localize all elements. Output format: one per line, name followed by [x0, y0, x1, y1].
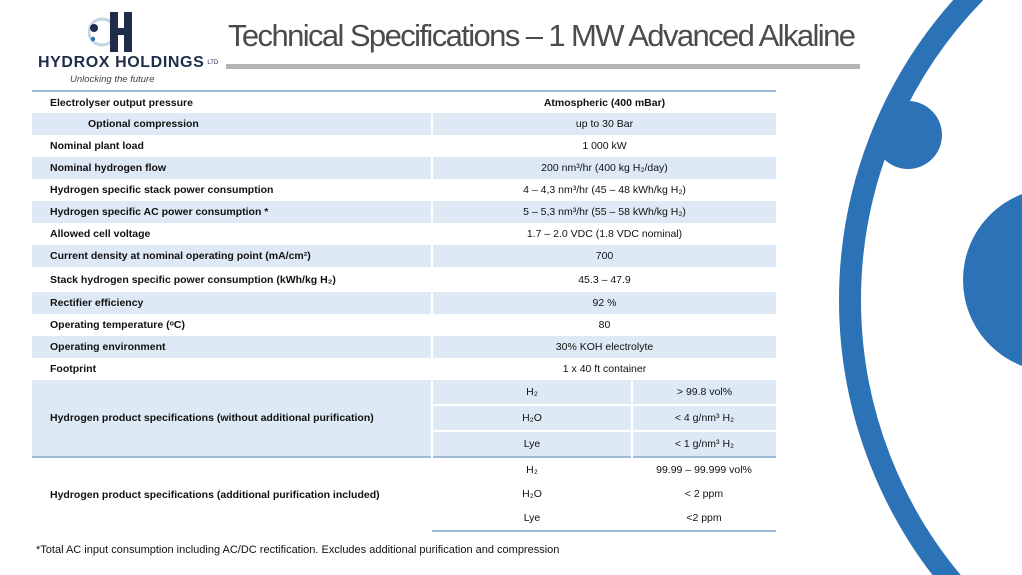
table-row — [32, 91, 776, 113]
table-row — [32, 245, 776, 267]
group-label: Hydrogen product specifications (additional purification included) — [32, 457, 432, 531]
decorative-orbit-graphic — [780, 0, 1022, 575]
table-row — [32, 223, 776, 245]
spec-value: 30% KOH electrolyte — [432, 336, 776, 358]
spec-item-value: < 4 g/nm³ H₂ — [632, 405, 776, 431]
spec-label: Operating environment — [32, 336, 432, 358]
spec-item-value: < 2 ppm — [684, 488, 724, 500]
logo-name: HYDROX HOLDINGS LTD — [38, 54, 219, 71]
spec-item-name: Lye — [432, 431, 632, 457]
spec-value: 1 x 40 ft container — [432, 358, 776, 380]
spec-label: Current density at nominal operating point (mA/cm²) — [32, 245, 432, 267]
spec-label: Stack hydrogen specific power consumption (kWh/kg H₂) — [50, 273, 336, 286]
company-logo — [30, 8, 220, 83]
table-row — [32, 380, 776, 405]
spec-item-name: H₂ — [432, 457, 632, 482]
spec-value: 4 – 4,3 nm³/hr (45 – 48 kWh/kg H₂) — [432, 179, 776, 201]
title-underline — [226, 64, 860, 69]
logo-tagline: Unlocking the future — [70, 74, 155, 85]
spec-item-name: Lye — [432, 506, 632, 531]
spec-value: 45.3 – 47.9 — [432, 267, 776, 292]
spec-label: Rectifier efficiency — [32, 292, 432, 314]
spec-value: up to 30 Bar — [432, 113, 776, 135]
slide-title: Technical Specifications – 1 MW Advanced Alkaline — [228, 18, 855, 53]
spec-value: Atmospheric (400 mBar) — [432, 91, 776, 113]
spec-value: 5 – 5,3 nm³/hr (55 – 58 kWh/kg H₂) — [432, 201, 776, 223]
table-row — [32, 314, 776, 336]
spec-value: 80 — [432, 314, 776, 336]
spec-label: Electrolyser output pressure — [32, 91, 432, 113]
spec-value: 700 — [432, 245, 776, 267]
spec-item-value: < 1 g/nm³ H₂ — [632, 431, 776, 457]
spec-item-value: <2 ppm — [632, 506, 776, 531]
table-row — [32, 135, 776, 157]
group-label: Hydrogen product specifications (without additional purification) — [32, 380, 432, 457]
spec-item-value: > 99.8 vol% — [632, 380, 776, 405]
spec-item-name: H₂O — [432, 405, 632, 431]
table-row — [32, 179, 776, 201]
table-row — [32, 358, 776, 380]
spec-item-name: H₂ — [432, 380, 632, 405]
spec-label: Footprint — [50, 363, 97, 375]
table-row — [32, 201, 776, 223]
table-row — [32, 113, 776, 135]
footnote: *Total AC input consumption including AC/DC rectification. Excludes additional purification and compression — [36, 544, 560, 556]
specifications-table — [32, 90, 776, 532]
spec-value: 1.7 – 2.0 VDC (1.8 VDC nominal) — [432, 223, 776, 245]
spec-item-value: 99.99 – 99.999 vol% — [632, 457, 776, 482]
spec-item-name: H₂O — [522, 488, 542, 500]
spec-label: Hydrogen specific stack power consumption — [50, 184, 274, 196]
spec-value: 92 % — [432, 292, 776, 314]
spec-label: Operating temperature (ᵒC) — [50, 319, 185, 331]
spec-label: Nominal plant load — [50, 140, 144, 152]
table-row — [32, 457, 776, 482]
table-row — [32, 336, 776, 358]
spec-label: Hydrogen specific AC power consumption * — [32, 201, 432, 223]
logo-ltd: LTD — [207, 59, 219, 66]
spec-label: Allowed cell voltage — [50, 228, 151, 240]
spec-value: 1 000 kW — [432, 135, 776, 157]
spec-label: Optional compression — [32, 113, 432, 135]
hydrox-logo-mark — [88, 8, 140, 56]
table-row — [32, 292, 776, 314]
spec-label: Nominal hydrogen flow — [32, 157, 432, 179]
table-row — [32, 157, 776, 179]
spec-value: 200 nm³/hr (400 kg H₂/day) — [432, 157, 776, 179]
table-row — [32, 267, 776, 292]
